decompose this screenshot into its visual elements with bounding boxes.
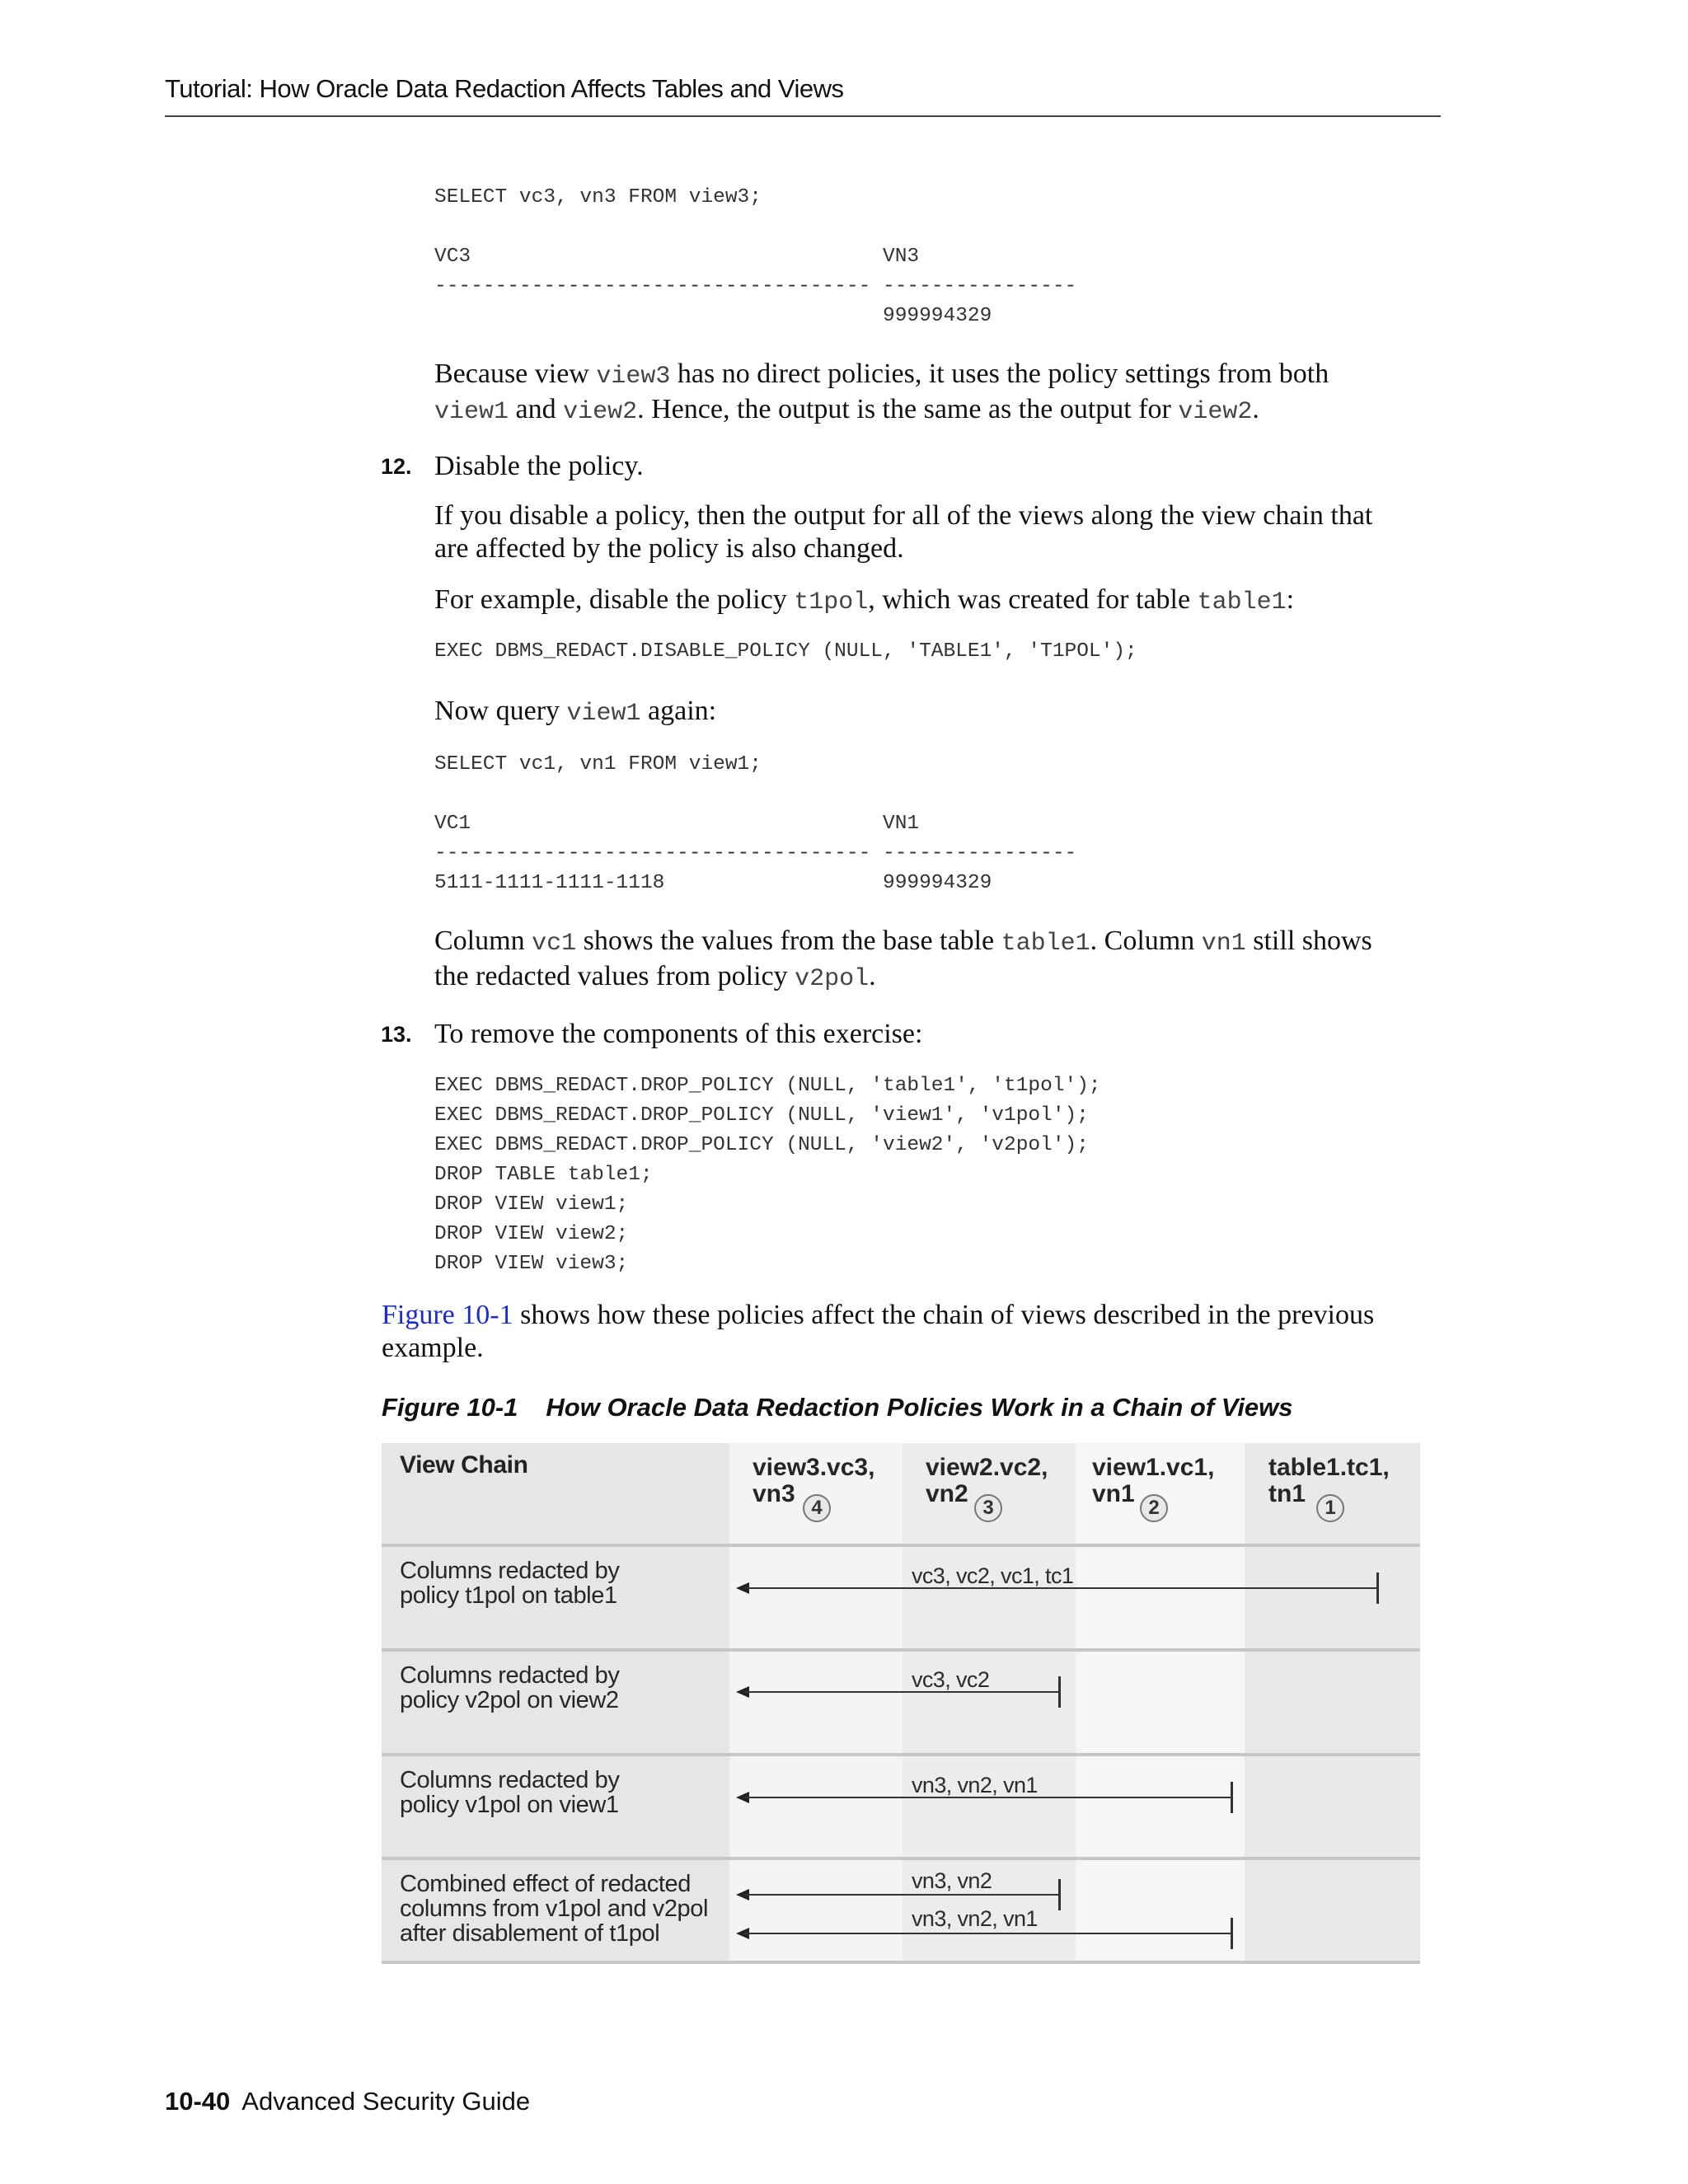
row-label-v2pol: Columns redacted by policy v2pol on view2 xyxy=(400,1662,620,1713)
text-run: Now query xyxy=(434,696,567,726)
row-divider xyxy=(382,1753,1420,1756)
text-run: shows the values from the base table xyxy=(576,926,1001,956)
arrow-label-t1pol: vc3, vc2, vc1, tc1 xyxy=(912,1563,1074,1588)
row-label-v1pol: Columns redacted by policy v1pol on view1 xyxy=(400,1767,620,1818)
text-run: has no direct policies, it uses the policy settings from both xyxy=(670,359,1329,389)
figure-caption xyxy=(382,1393,1293,1422)
step-12-paragraph-4 xyxy=(434,925,1407,996)
inline-code: view2 xyxy=(563,398,638,426)
row-label-t1pol: Columns redacted by policy t1pol on table1 xyxy=(400,1558,620,1609)
figure-number: Figure 10-1 xyxy=(382,1393,518,1422)
inline-code: v2pol xyxy=(795,965,870,993)
text-run: Column xyxy=(434,926,532,956)
arrow-label-combined-1: vn3, vn2 xyxy=(912,1868,992,1893)
inline-code: t1pol xyxy=(794,588,869,616)
view-chain-figure xyxy=(382,1443,1420,1964)
arrow-stop-view1 xyxy=(1231,1782,1233,1813)
inline-code: table1 xyxy=(1001,930,1090,958)
text-run: . xyxy=(869,961,876,991)
paragraph-view3-explanation xyxy=(434,358,1407,429)
text-run: shows how these policies affect the chain of views described in the previous example. xyxy=(382,1300,1375,1363)
arrow-label-v2pol: vc3, vc2 xyxy=(912,1667,990,1692)
inline-code: table1 xyxy=(1197,588,1287,616)
badge-2-icon: 2 xyxy=(1140,1494,1168,1522)
row-divider xyxy=(382,1648,1420,1652)
running-head: Tutorial: How Oracle Data Redaction Affects Tables and Views xyxy=(165,74,844,103)
redaction-arrow-v2pol xyxy=(744,1691,1059,1693)
row-divider xyxy=(382,1544,1420,1547)
text-run: . Column xyxy=(1090,926,1202,956)
column-header-view3: view3.vc3, vn3 xyxy=(753,1454,875,1507)
arrow-label-combined-2: vn3, vn2, vn1 xyxy=(912,1906,1038,1931)
text-run: and xyxy=(509,394,564,424)
figure-title: How Oracle Data Redaction Policies Work in a Chain of Views xyxy=(546,1393,1293,1422)
step-12-paragraph-3 xyxy=(434,695,1407,730)
step-12-title: Disable the policy. xyxy=(434,451,644,481)
text-run: Because view xyxy=(434,359,597,389)
step-number-12: 12. xyxy=(381,454,412,479)
badge-1-icon: 1 xyxy=(1316,1494,1344,1522)
redaction-arrow-combined-v1pol xyxy=(744,1933,1231,1934)
text-run: : xyxy=(1286,584,1295,615)
text-run: For example, disable the policy xyxy=(434,584,795,615)
arrow-stop-view2 xyxy=(1058,1676,1061,1708)
column-view1 xyxy=(1076,1443,1245,1964)
code-block-select-view1: SELECT vc1, vn1 FROM view1; VC1 VN1 ------------------------------------ ---------------- 5111-1111-1111-1118 999994329 xyxy=(434,753,1077,894)
step-13-title: To remove the components of this exercise: xyxy=(434,1019,923,1049)
text-run: again: xyxy=(640,696,717,726)
step-number-13: 13. xyxy=(381,1022,412,1047)
column-header-view1: view1.vc1, vn1 xyxy=(1092,1454,1215,1507)
text-run: . Hence, the output is the same as the output for xyxy=(637,394,1179,424)
step-12-paragraph-2 xyxy=(434,583,1407,619)
step-12-paragraph-1: If you disable a policy, then the output for all of the views along the view chain that are affected by the policy is also changed. xyxy=(434,500,1373,564)
arrow-stop-view2 xyxy=(1058,1879,1061,1910)
page-footer xyxy=(165,2087,530,2116)
inline-code: view2 xyxy=(1178,398,1253,426)
code-block-select-view3: SELECT vc3, vn3 FROM view3; VC3 VN3 ------------------------------------ ---------------- 999994329 xyxy=(434,186,1077,327)
inline-code: vn1 xyxy=(1201,930,1246,958)
book-title: Advanced Security Guide xyxy=(241,2087,531,2116)
row-divider xyxy=(382,1857,1420,1860)
figure-10-1-link[interactable]: Figure 10-1 xyxy=(382,1300,513,1330)
badge-3-icon: 3 xyxy=(974,1494,1002,1522)
arrow-stop-view1 xyxy=(1231,1918,1233,1949)
view-chain-header: View Chain xyxy=(400,1451,528,1479)
inline-code: view1 xyxy=(434,398,509,426)
arrow-stop-table1 xyxy=(1376,1572,1379,1604)
page-number: 10-40 xyxy=(165,2087,231,2116)
text-run: , which was created for table xyxy=(868,584,1198,615)
column-header-view2: view2.vc2, vn2 xyxy=(926,1454,1048,1507)
figure-bottom-border xyxy=(382,1961,1420,1964)
text-run: . xyxy=(1252,394,1259,424)
row-label-combined: Combined effect of redacted columns from v1pol and v2pol after disablement of t1pol xyxy=(400,1871,709,1947)
code-block-disable-policy: EXEC DBMS_REDACT.DISABLE_POLICY (NULL, 'TABLE1', 'T1POL'); xyxy=(434,640,1137,663)
inline-code: view3 xyxy=(596,363,671,391)
figure-reference-paragraph xyxy=(382,1299,1407,1365)
code-block-drop-components: EXEC DBMS_REDACT.DROP_POLICY (NULL, 'table1', 't1pol'); EXEC DBMS_REDACT.DROP_POLICY (NULL, 'view1', 'v1pol'); EXEC DBMS_REDACT.DROP_POLICY (NULL, 'view2', 'v2pol'); DROP TABLE table1; DROP VIEW view1; DROP VIEW view2; DROP VIEW view3; xyxy=(434,1075,1101,1275)
header-rule xyxy=(165,115,1441,117)
badge-4-icon: 4 xyxy=(803,1494,831,1522)
column-header-table1: table1.tc1, tn1 xyxy=(1268,1454,1390,1507)
redaction-arrow-combined-v2pol xyxy=(744,1894,1059,1896)
inline-code: vc1 xyxy=(532,930,577,958)
arrow-label-v1pol: vn3, vn2, vn1 xyxy=(912,1773,1038,1797)
text-run: still shows the redacted values from policy xyxy=(434,926,1372,991)
inline-code: view1 xyxy=(566,700,641,728)
